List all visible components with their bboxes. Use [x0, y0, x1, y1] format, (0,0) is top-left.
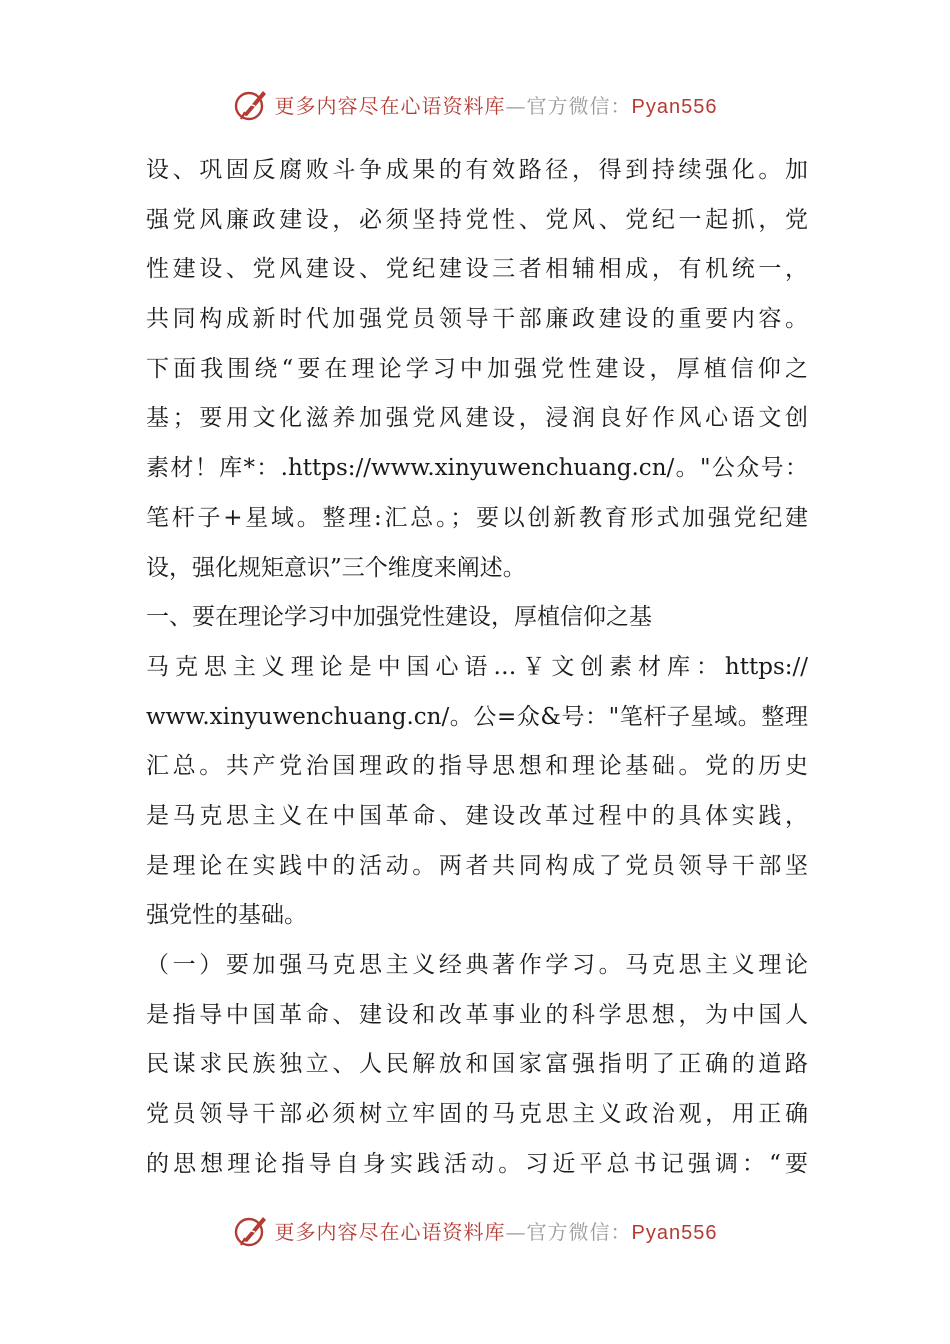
body-line: 笔杆子+星域。整理:汇总。；要以创新教育形式加强党纪建 — [146, 504, 808, 531]
body-line: 基；要用文化滋养加强党风建设，浸润良好作风心语文创 — [146, 405, 808, 432]
header-banner-text — [275, 90, 718, 119]
footer-banner-inner — [233, 1212, 718, 1248]
body-line: 性建设、党风建设、党纪建设三者相辅相成，有机统一， — [146, 256, 808, 283]
body-line: 民谋求民族独立、人民解放和国家富强指明了正确的道路 — [146, 1051, 808, 1078]
quill-logo-icon — [233, 86, 269, 122]
header-banner-title: 更多内容尽在心语资料库 — [274, 93, 506, 118]
body-line: 下面我围绕“要在理论学习中加强党性建设，厚植信仰之 — [146, 355, 808, 382]
body-line: 强党性的基础。 — [146, 902, 307, 929]
header-banner-dash: — — [505, 93, 527, 118]
header-banner-handle: Pyan556 — [631, 95, 718, 118]
document-body — [146, 146, 808, 1189]
footer-banner — [0, 1210, 950, 1250]
body-line: 的思想理论指导自身实践活动。习近平总书记强调：“要 — [146, 1150, 808, 1177]
body-line: 素材！库*：.https://www.xinyuwenchuang.cn/。"公众号： — [146, 455, 808, 482]
quill-logo-icon — [233, 1212, 269, 1248]
footer-banner-dash: — — [505, 1219, 527, 1244]
body-line: 汇总。共产党治国理政的指导思想和理论基础。党的历史 — [146, 753, 808, 780]
body-line: 共同构成新时代加强党员领导干部廉政建设的重要内容。 — [146, 306, 808, 333]
body-line: 是理论在实践中的活动。两者共同构成了党员领导干部坚 — [146, 852, 808, 879]
body-line: 是指导中国革命、建设和改革事业的科学思想，为中国人 — [146, 1001, 808, 1028]
body-line: 设，强化规矩意识”三个维度来阐述。 — [146, 554, 526, 581]
subsection-line: （一）要加强马克思主义经典著作学习。马克思主义理论 — [146, 952, 808, 978]
footer-banner-handle: Pyan556 — [631, 1221, 718, 1244]
footer-banner-text — [275, 1216, 718, 1245]
body-line: 党员领导干部必须树立牢固的马克思主义政治观，用正确 — [146, 1101, 808, 1128]
header-banner-inner — [233, 86, 718, 122]
body-line: 马克思主义理论是中国心语…￥文创素材库：https:// — [146, 653, 808, 680]
body-line: 设、巩固反腐败斗争成果的有效路径，得到持续强化。加 — [146, 157, 808, 183]
footer-banner-official: 官方微信： — [526, 1219, 632, 1244]
footer-banner-title: 更多内容尽在心语资料库 — [274, 1219, 506, 1244]
body-line: www.xinyuwenchuang.cn/。公=众&号："笔杆子星域。整理 — [146, 703, 808, 730]
body-line: 是马克思主义在中国革命、建设改革过程中的具体实践， — [146, 802, 808, 829]
body-line: 强党风廉政建设，必须坚持党性、党风、党纪一起抓，党 — [146, 206, 808, 233]
section-heading: 一、要在理论学习中加强党性建设，厚植信仰之基 — [146, 604, 652, 631]
header-banner — [0, 84, 950, 124]
header-banner-official: 官方微信： — [526, 93, 632, 118]
